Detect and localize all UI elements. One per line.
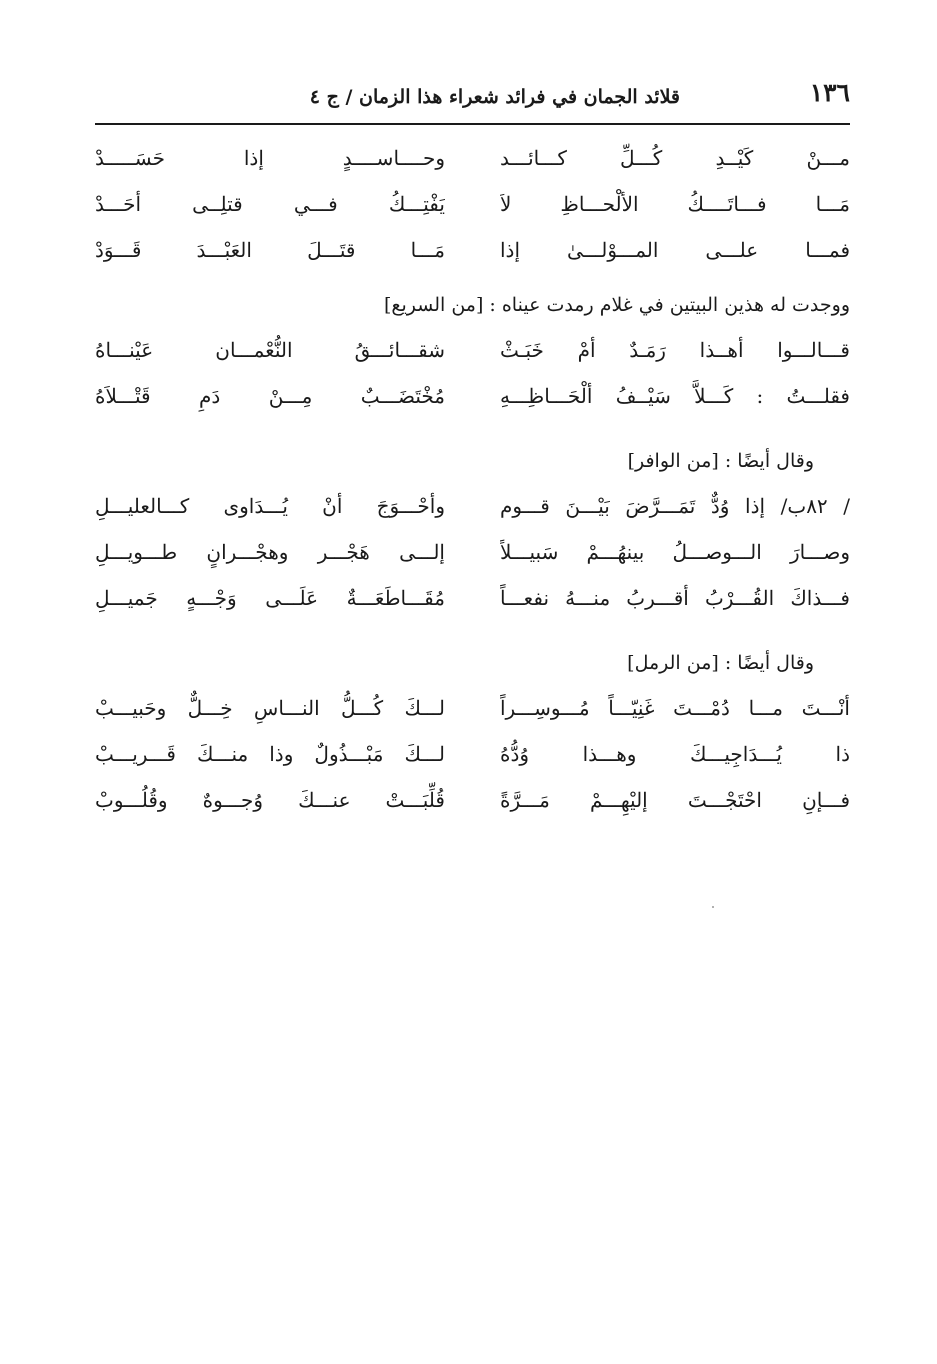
verse-second-hemistich: وحــــاســــدٍ إذا حَسَـــــدْ: [95, 146, 445, 170]
verse-first-hemistich: ذا يُـــدَاجِيـــكَ وهـــذا وُدُّهُ: [500, 742, 850, 766]
verse-first-hemistich: وصـــارَ الـــوصـــلُ بينهُـــمْ سَبيـــلاً: [500, 540, 850, 564]
verse-second-hemistich: لـــكَ كُـــلُّ النـــاسِ خِـــلٌّ وحَبيـــبْ: [95, 696, 445, 720]
verse-line: [95, 731, 850, 777]
verse-line: [95, 777, 850, 823]
verse-first-hemistich: فـــذاكَ القُـــرْبُ أقـــربُ منـــهُ نفعـــاً: [500, 586, 850, 610]
header-rule: [95, 123, 850, 125]
spacer: [95, 273, 850, 283]
verse-first-hemistich: مـــنْ كَيْــدِ كُـــلِّ كـــائـــد: [500, 146, 850, 170]
verse-first-hemistich: أنْـــتَ مـــا دُمْـــتَ غَنِيّـــاً مُـــوسِـــراً: [500, 696, 850, 720]
verse-second-hemistich: مُقَـــاطَعَـــةٌ عَلَـــى وَجْـــهٍ جَميـــلِ: [95, 586, 445, 610]
verse-second-hemistich: إلـــى هَجْـــر وهجْـــرانٍ طـــويـــلِ: [95, 540, 445, 564]
verse-first-hemistich: فمـــا علـــى المـــوْلـــىٰ إذا: [500, 238, 850, 262]
verse-line: [95, 529, 850, 575]
verse-first-hemistich: مَـــا فـــاتَــــكُ الألْحـــاظِ لاَ: [500, 192, 850, 216]
scan-speck: [712, 906, 714, 908]
verse-line: [95, 181, 850, 227]
verse-second-hemistich: مَـــا قتَـــلَ العَبْـــدَ قَـــوَدْ: [95, 238, 445, 262]
verse-first-hemistich: فقلـــتُ : كَـــلاَّ سَيْــفُ ألْحَـــاظِـــهِ: [500, 384, 850, 408]
verse-first-hemistich: / ٨٢ب/ إذا وُدٌّ تَمَـــرَّضَ بَيْـــنَ قـــوم: [500, 494, 850, 518]
spacer: [95, 419, 850, 439]
verse-second-hemistich: لـــكَ مَبْـــذُولٌ وذا منـــكَ قَـــريـــبْ: [95, 742, 445, 766]
verse-line: [95, 685, 850, 731]
prose-intro: ووجدت له هذين البيتين في غلام رمدت عيناه : [من السريع]: [383, 294, 850, 316]
verse-second-hemistich: قُلِّبَـــتْ عنـــكَ وُجـــوهٌ وقُلُـــوبْ: [95, 788, 445, 812]
verse-line: [95, 227, 850, 273]
prose-intro: وقال أيضًا : [من الرمل]: [627, 652, 814, 674]
verse-second-hemistich: وأحْـــوَجَ أنْ يُـــدَاوى كـــالعليـــلِ: [95, 494, 445, 518]
verse-first-hemistich: فـــإنِ احْتَجْـــتَ إليْهِـــمْ مَـــرَّةً: [500, 788, 850, 812]
page-number: ١٣٦: [809, 78, 850, 107]
verse-second-hemistich: مُخْتَضَـــبٌ مِـــنْ دَمِ قَتْـــلاَهُ: [95, 384, 445, 408]
verse-second-hemistich: يَفْتِـــكُ فـــي قتلِــى أحَـــدْ: [95, 192, 445, 216]
spacer: [95, 621, 850, 641]
poem-block-4: [95, 641, 850, 823]
running-head: [95, 78, 850, 114]
verse-line: [95, 327, 850, 373]
poem-block-3: [95, 439, 850, 621]
verse-line: [95, 373, 850, 419]
book-title: قلائد الجمان في فرائد شعراء هذا الزمان / ج ٤: [309, 86, 680, 108]
verse-line: [95, 575, 850, 621]
page-body: [95, 135, 850, 823]
prose-intro: وقال أيضًا : [من الوافر]: [627, 450, 814, 472]
verse-first-hemistich: قـــالـــوا أهــذا رَمَـدٌ أمْ خَبَـثْ: [500, 338, 850, 362]
verse-line: [95, 135, 850, 181]
verse-line: [95, 483, 850, 529]
verse-second-hemistich: شقـــائـــقُ النُّعْمـــان عَيْنـــاهُ: [95, 338, 445, 362]
poem-block-2: [95, 283, 850, 419]
poem-block-1: [95, 135, 850, 273]
